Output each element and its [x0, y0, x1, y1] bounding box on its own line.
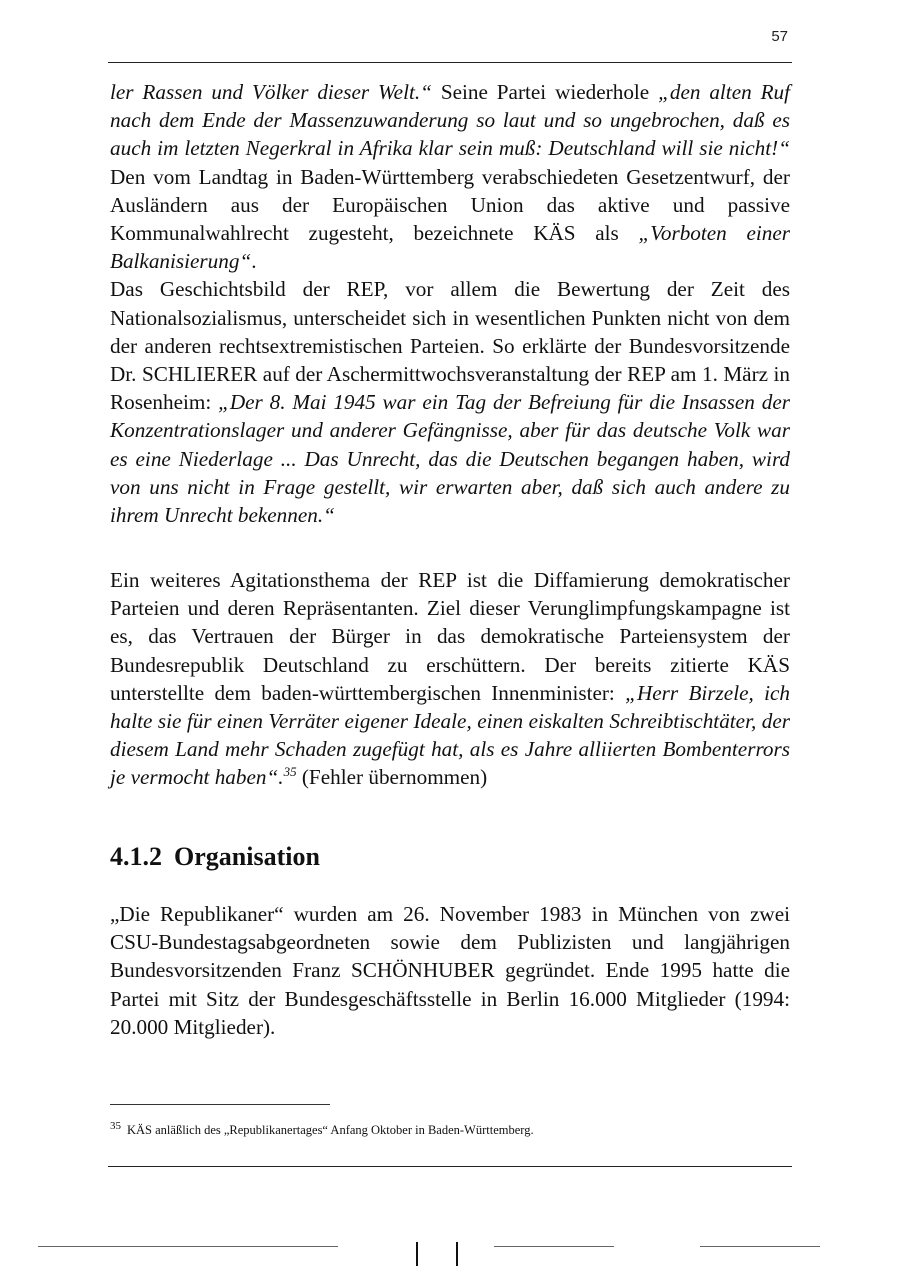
quote-text: „Der 8. Mai 1945 war ein Tag der Befreiung für die Insassen der Konzentrationslager und anderer Gefängnisse, aber für das deutsche Volk war es eine Niederlage ... Das Unrecht, das die Deutschen begangen haben, wird von uns nicht in Frage gestellt, wir erwarten aber, daß sich auch andere zu ihrem Unrecht bekennen.“	[110, 390, 790, 528]
paragraph-text: Das Geschichtsbild der REP, vor allem die Bewertung der Zeit des Nationalsozialismus, unterscheidet sich in wesentlichen Punkten nicht von dem der anderen rechtsextremistischen Parteien. So erklärte der Bundesvorsitzende Dr. SCHLIERER auf der Aschermittwochsveranstaltung der REP am 1. März in Rosenheim:	[110, 277, 790, 415]
section-title: Organisation	[174, 842, 320, 871]
header-rule	[108, 62, 792, 63]
section-heading	[110, 842, 320, 872]
page-number: 57	[771, 28, 788, 45]
paragraph-text: (Fehler übernommen)	[296, 765, 488, 790]
footer-rule	[108, 1166, 792, 1167]
paragraph-text: Den vom Landtag in Baden-Württemberg verabschiedeten Gesetzentwurf, der Ausländern aus der Europäischen Union das aktive und passive Kommunalwahlrecht zugesteht, bezeichnete KÄS als	[110, 164, 790, 246]
text-block-upper	[110, 78, 790, 529]
footnote	[110, 1118, 790, 1138]
scan-artifact-line	[494, 1246, 614, 1247]
quote-text: „Vorboten einer Balkanisierung“	[110, 221, 790, 274]
footnote-reference[interactable]: 35	[283, 764, 297, 780]
text-block-middle	[110, 566, 790, 792]
scan-artifact-mark	[456, 1242, 458, 1266]
footnote-text: KÄS anläßlich des „Republikanertages“ Anfang Oktober in Baden-Württemberg.	[127, 1123, 534, 1138]
paragraph-text: Ein weiteres Agitationsthema der REP ist die Diffamierung demokratischer Parteien und deren Repräsentanten. Ziel dieser Verunglimpfungskampagne ist es, das Vertrauen der Bürger in das demokratische Parteiensystem der Bundesrepublik Deutschland zu erschüttern. Der bereits zitierte KÄS unterstellte dem baden-württembergischen Innenminister:	[110, 568, 790, 705]
scan-artifact-line	[700, 1246, 820, 1247]
footnote-rule	[110, 1104, 330, 1105]
paragraph-defamation	[110, 566, 790, 792]
quote-text: „Herr Birzele, ich halte sie für einen Verräter eigener Ideale, einen eiskalten Schreibtischtäter, der diesem Land mehr Schaden zugefügt hat, als es Jahre alliierten Bombenterrors je vermocht haben“.	[110, 680, 790, 790]
paragraph-text: .	[251, 249, 257, 274]
scan-artifact-line	[38, 1246, 338, 1247]
text-block-organisation	[110, 900, 790, 1041]
scan-artifact-mark	[416, 1242, 418, 1266]
paragraph-history-view	[110, 275, 790, 529]
footnote-number: 35	[110, 1120, 121, 1132]
quote-fragment: ler Rassen und Völker dieser Welt.“	[110, 80, 432, 104]
paragraph-party-quote	[110, 78, 790, 275]
paragraph-founding: „Die Republikaner“ wurden am 26. November 1983 in München von zwei CSU-Bundestagsabgeordneten sowie dem Publizisten und langjährigen Bundesvorsitzenden Franz SCHÖNHUBER gegründet. Ende 1995 hatte die Partei mit Sitz der Bundesgeschäftsstelle in Berlin 16.000 Mitglieder (1994: 20.000 Mitglieder).	[110, 902, 790, 1039]
quote-text: „den alten Ruf nach dem Ende der Massenzuwanderung so laut und so ungebrochen, daß es auch im letzten Negerkral in Afrika klar sein muß: Deutschland will sie nicht!“	[110, 80, 790, 161]
paragraph-text: Seine Partei wiederhole	[431, 80, 659, 104]
section-number: 4.1.2	[110, 842, 162, 871]
